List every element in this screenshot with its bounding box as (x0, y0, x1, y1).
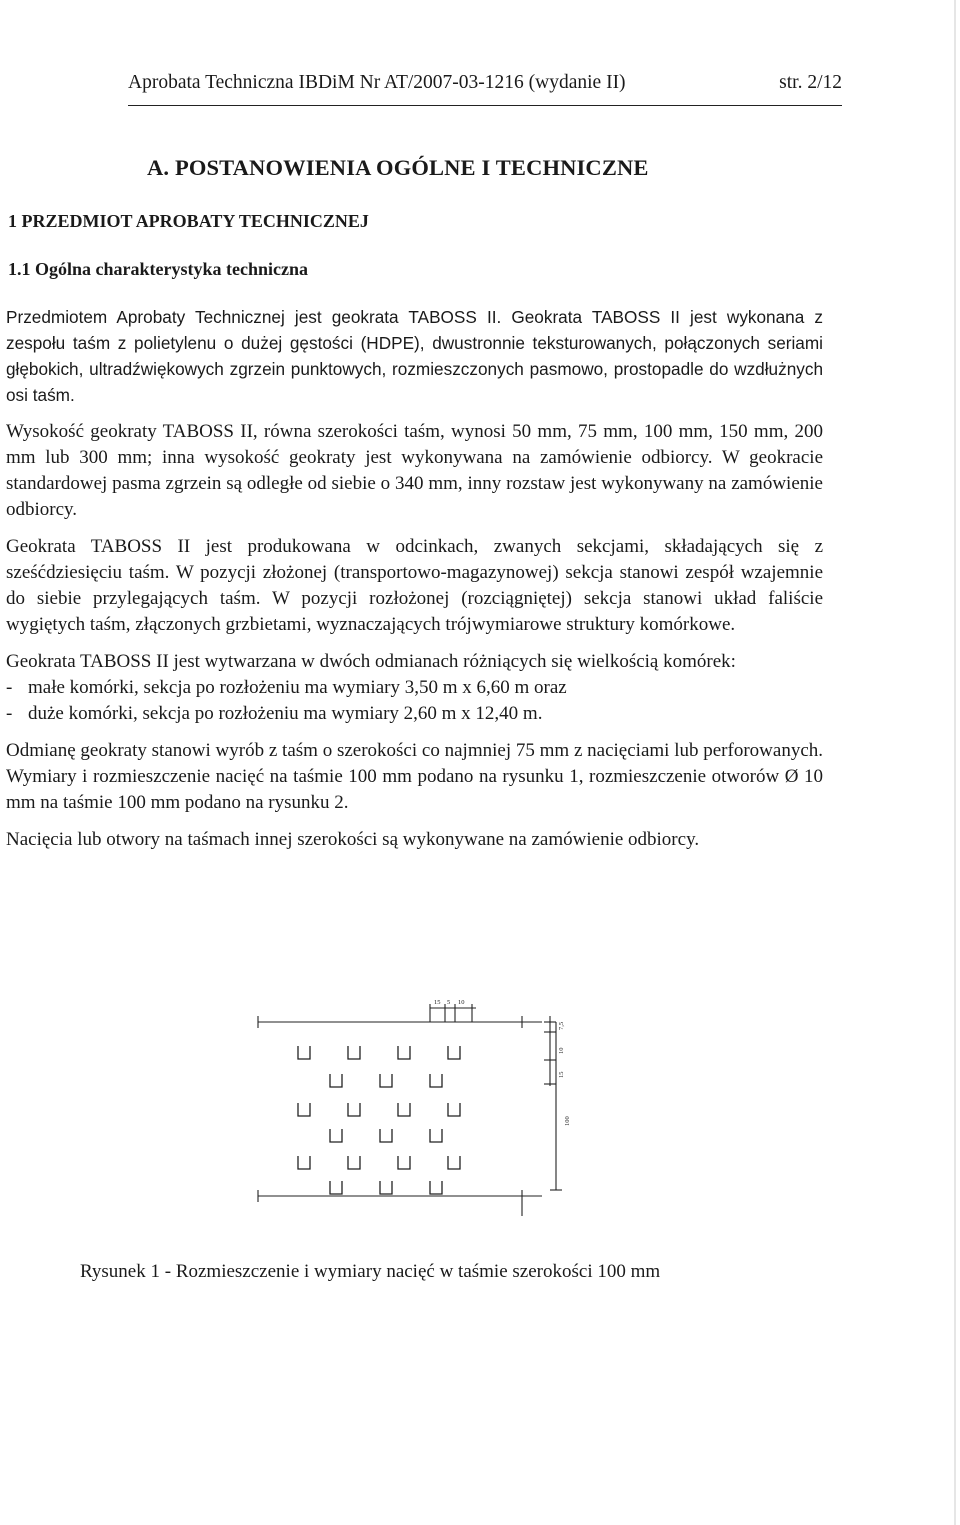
cut-slot (330, 1181, 342, 1194)
cut-slot (448, 1156, 460, 1169)
cut-slot (448, 1046, 460, 1059)
header-rule (128, 105, 842, 106)
figure-cut-layout (250, 996, 580, 1222)
cut-slot (348, 1156, 360, 1169)
dim-label-10: 10 (458, 999, 465, 1006)
header-document-id: Aprobata Techniczna IBDiM Nr AT/2007-03-1216 (wydanie II) (128, 72, 626, 93)
cut-slot (380, 1074, 392, 1087)
cut-slot (330, 1074, 342, 1087)
dim-label-100: 100 (564, 1116, 571, 1126)
list-item-text: małe komórki, sekcja po rozłożeniu ma wymiary 3,50 m x 6,60 m oraz (28, 677, 567, 698)
cut-slot (298, 1103, 310, 1116)
cut-slot (348, 1103, 360, 1116)
section-heading-1-1: 1.1 Ogólna charakterystyka techniczna (8, 259, 308, 279)
dim-label-15-side: 15 (558, 1071, 565, 1078)
dim-label-7-5: 7,5 (558, 1021, 565, 1030)
cut-slots (298, 1046, 460, 1194)
cut-slot (448, 1103, 460, 1116)
body-text (6, 304, 823, 864)
cut-slot (430, 1074, 442, 1087)
header-page-number: str. 2/12 (779, 72, 842, 93)
cut-slot (430, 1181, 442, 1194)
cut-slot (298, 1046, 310, 1059)
dim-label-15: 15 (434, 999, 441, 1006)
cut-slot (298, 1156, 310, 1169)
paragraph-4: Geokrata TABOSS II jest wytwarzana w dwóch odmianach różniących się wielkością komórek: (6, 651, 736, 672)
cut-slot (330, 1129, 342, 1142)
cut-slot (430, 1129, 442, 1142)
cut-slot (380, 1129, 392, 1142)
list-item: - małe komórki, sekcja po rozłożeniu ma wymiary 3,50 m x 6,60 m oraz (6, 675, 823, 701)
cut-slot (398, 1156, 410, 1169)
paragraph-6: Nacięcia lub otwory na taśmach innej szerokości są wykonywane na zamówienie odbiorcy. (6, 829, 700, 850)
cut-slot (398, 1046, 410, 1059)
cut-slot (398, 1103, 410, 1116)
figure-caption: Rysunek 1 - Rozmieszczenie i wymiary nacięć w taśmie szerokości 100 mm (80, 1261, 661, 1282)
dim-label-10-side: 10 (558, 1047, 565, 1054)
paragraph-5: Odmianę geokraty stanowi wyrób z taśm o szerokości co najmniej 75 mm z nacięciami lub perforowanych. Wymiary i rozmieszczenie nacięć na taśmie 100 mm podano na rysunku 1, rozmieszczenie otworów Ø 10 mm na taśmie 100 mm podano na rysunku 2. (6, 740, 823, 813)
dim-label-5: 5 (447, 999, 451, 1006)
paragraph-1: Przedmiotem Aprobaty Technicznej jest geokrata TABOSS II. Geokrata TABOSS II jest wykonana z zespołu taśm z polietylenu o dużej gęstości (HDPE), dwustronnie teksturowanych, połączonych seriami głębokich, ultradźwiękowych zgrzein punktowych, rozmieszczonych pasmowo, prostopadle do wzdłużnych osi taśm. (6, 307, 823, 405)
page-header (128, 72, 842, 94)
list-item-text: duże komórki, sekcja po rozłożeniu ma wymiary 2,60 m x 12,40 m. (28, 703, 543, 724)
list-item: - duże komórki, sekcja po rozłożeniu ma wymiary 2,60 m x 12,40 m. (6, 701, 823, 727)
paragraph-2: Wysokość geokraty TABOSS II, równa szerokości taśm, wynosi 50 mm, 75 mm, 100 mm, 150 mm, 200 mm lub 300 mm; inna wysokość geokraty jest wykonywana na zamówienie odbiorcy. W geokracie standardowej pasma zgrzein są odległe od siebie o 340 mm, inny rozstaw jest wykonywany na zamówienie odbiorcy. (6, 421, 823, 520)
page-edge-mark (954, 0, 956, 1525)
paragraph-3: Geokrata TABOSS II jest produkowana w odcinkach, zwanych sekcjami, składających się z sześćdziesięciu taśm. W pozycji złożonej (transportowo-magazynowej) sekcja stanowi zespół wzajemnie do siebie przylegających taśm. W pozycji rozłożonej (rozciągniętej) sekcja stanowi układ faliście wygiętych taśm, złączonych grzbietami, wyznaczających trójwymiarowe struktury komórkowe. (6, 536, 823, 635)
section-heading-1: 1 PRZEDMIOT APROBATY TECHNICZNEJ (8, 211, 369, 231)
section-title: A. POSTANOWIENIA OGÓLNE I TECHNICZNE (147, 155, 649, 180)
cut-slot (348, 1046, 360, 1059)
cut-slot (380, 1181, 392, 1194)
cell-size-list (6, 675, 823, 727)
